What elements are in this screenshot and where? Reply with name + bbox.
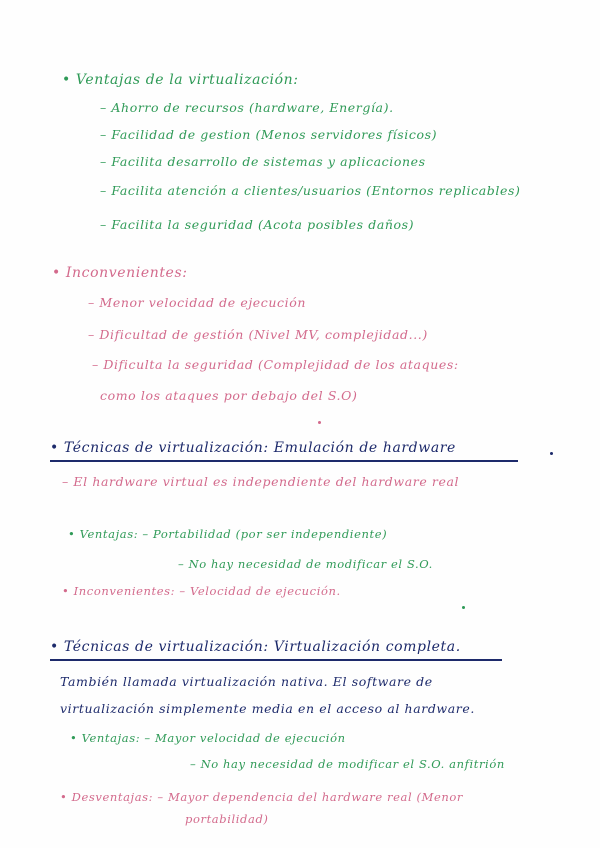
ventajas-item: – Ahorro de recursos (hardware, Energía). [100,100,394,115]
section2-ventajas: • Ventajas: – Mayor velocidad de ejecución [70,731,346,745]
section2-line-2: virtualización simplemente media en el acceso al hardware. [60,701,475,716]
section2-ventajas-2: – No hay necesidad de modificar el S.O. anfitrión [190,757,505,771]
ventajas-item: – Facilita desarrollo de sistemas y aplicaciones [100,154,426,169]
section-title-emulacion: • Técnicas de virtualización: Emulación de hardware [50,440,456,456]
section2-desventajas-2: portabilidad) [185,812,269,826]
section1-inconvenientes: • Inconvenientes: – Velocidad de ejecución. [62,584,341,598]
ink-dot [462,606,465,609]
title-underline [50,659,502,661]
section-title-completa: • Técnicas de virtualización: Virtualización completa. [50,639,461,655]
section2-desventajas: • Desventajas: – Mayor dependencia del hardware real (Menor [60,790,464,804]
ventajas-item: – Facilita la seguridad (Acota posibles daños) [100,217,415,232]
inconvenientes-item: – Dificultad de gestión (Nivel MV, complejidad...) [88,327,428,342]
section1-ventajas: • Ventajas: – Portabilidad (por ser independiente) [68,527,388,541]
title-underline [50,460,518,462]
ventajas-header: • Ventajas de la virtualización: [62,72,299,88]
ventajas-item: – Facilidad de gestion (Menos servidores físicos) [100,127,438,142]
section2-line-1: También llamada virtualización nativa. El software de [60,674,433,689]
inconvenientes-item: como los ataques por debajo del S.O) [100,388,358,403]
section1-description: – El hardware virtual es independiente del hardware real [62,474,460,489]
inconvenientes-header: • Inconvenientes: [52,265,188,281]
ink-dot [318,421,321,424]
ink-dot [550,452,553,455]
inconvenientes-item: – Dificulta la seguridad (Complejidad de los ataques: [92,357,459,372]
ventajas-item: – Facilita atención a clientes/usuarios (Entornos replicables) [100,183,521,198]
section1-ventajas-2: – No hay necesidad de modificar el S.O. [178,557,433,571]
inconvenientes-item: – Menor velocidad de ejecución [88,295,307,310]
